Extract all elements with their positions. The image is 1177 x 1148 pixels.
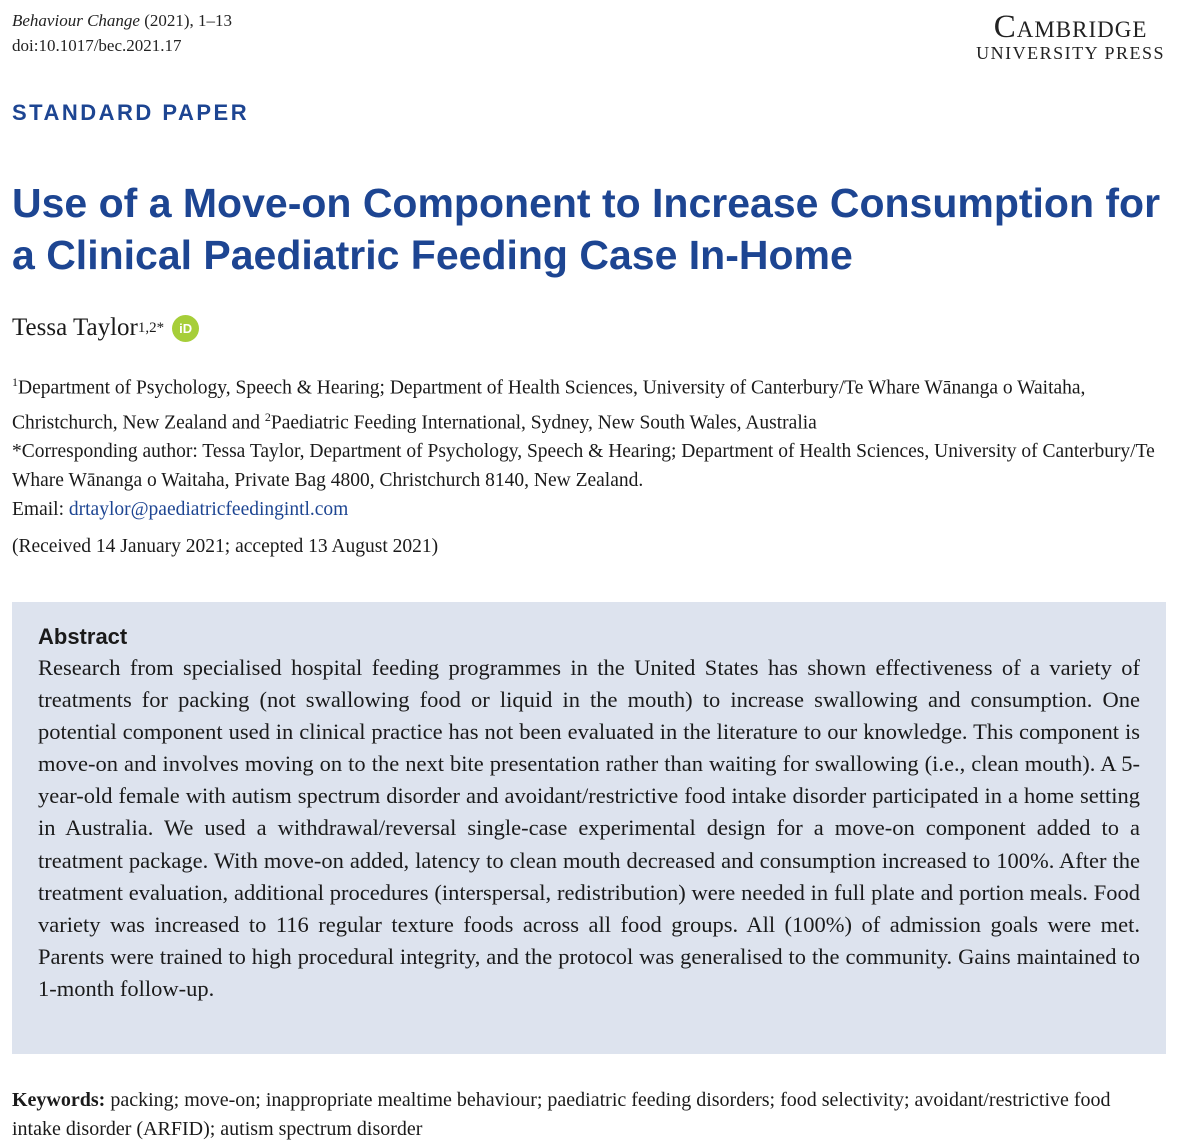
- keywords-text: packing; move-on; inappropriate mealtime behaviour; paediatric feeding disorders; food selectivity; avoidant/​restrictive food intake disorder (ARFID); autism spectrum disorder: [12, 1089, 1111, 1140]
- abstract-text: Research from specialised hospital feeding programmes in the United States has shown effectiveness of a variety of treatments for packing (not swallowing food or liquid in the mouth) to increase swallowing and consumption. One potential component used in clinical practice has not been evaluated in the literature to our knowledge. This component is move-on and involves moving on to the next bite presentation rather than waiting for swallowing (i.e., clean mouth). A 5-year-old female with autism spectrum disorder and avoidant/restrictive food intake disorder participated in a home setting in Australia. We used a withdrawal/reversal single-case experimental design for a move-on component added to a treatment package. With move-on added, latency to clean mouth decreased and consumption increased to 100%. After the treatment evaluation, additional procedures (interspersal, redistribution) were needed in full plate and portion meals. Food variety was increased to 116 regular texture foods across all food groups. All (100%) of admission goals were met. Parents were trained to high procedural integrity, and the protocol was generalised to the community. Gains maintained to 1-month follow-up.: [38, 655, 1140, 1001]
- affiliations: [12, 368, 1167, 524]
- orcid-icon[interactable]: iD: [172, 315, 199, 342]
- affiliation-2: Paediatric Feeding International, Sydney, New South Wales, Australia: [270, 412, 817, 433]
- email-label: Email:: [12, 499, 69, 520]
- abstract-box: [12, 602, 1166, 1054]
- journal-doi: doi:10.1017/bec.2021.17: [12, 36, 182, 55]
- journal-name: Behaviour Change: [12, 11, 140, 30]
- author-name: Tessa Taylor: [12, 314, 138, 341]
- keywords-label: Keywords:: [12, 1089, 106, 1111]
- publisher-name: Cambridge: [993, 9, 1148, 45]
- email-link[interactable]: drtaylor@paediatricfeedingintl.com: [68, 499, 349, 520]
- affiliation-sup-2: 2: [264, 409, 271, 424]
- publisher-logo: [976, 9, 1165, 64]
- received-dates: (Received 14 January 2021; accepted 13 August 2021): [12, 536, 439, 557]
- author: [12, 314, 199, 342]
- paper-type: STANDARD PAPER: [12, 100, 250, 125]
- journal-info: [12, 8, 232, 58]
- journal-year-pages: (2021), 1–13: [144, 11, 233, 30]
- keywords: [12, 1086, 1162, 1144]
- paper-title: Use of a Move-on Component to Increase Consumption for a Clinical Paediatric Feeding Case In-Home: [12, 180, 1161, 278]
- author-superscript: 1,2*: [137, 319, 165, 336]
- affiliation-sup-1: 1: [12, 375, 18, 389]
- affiliation-1: Department of Psychology, Speech & Hearing; Department of Health Sciences, University of Canterbury/Te Whare Wānanga o Waitaha, Christchurch, New Zealand and: [12, 377, 1086, 433]
- corresponding-author: *Corresponding author: Tessa Taylor, Department of Psychology, Speech & Hearing; Department of Health Sciences, University of Canterbury/Te Whare Wānanga o Waitaha, Private Bag 4800, Christchurch 8140, New Zealand.: [12, 441, 1155, 491]
- affiliation-text: [12, 368, 1167, 437]
- email-line: [12, 495, 1167, 524]
- publisher-subtitle: UNIVERSITY PRESS: [976, 43, 1165, 63]
- abstract-heading: Abstract: [38, 624, 128, 649]
